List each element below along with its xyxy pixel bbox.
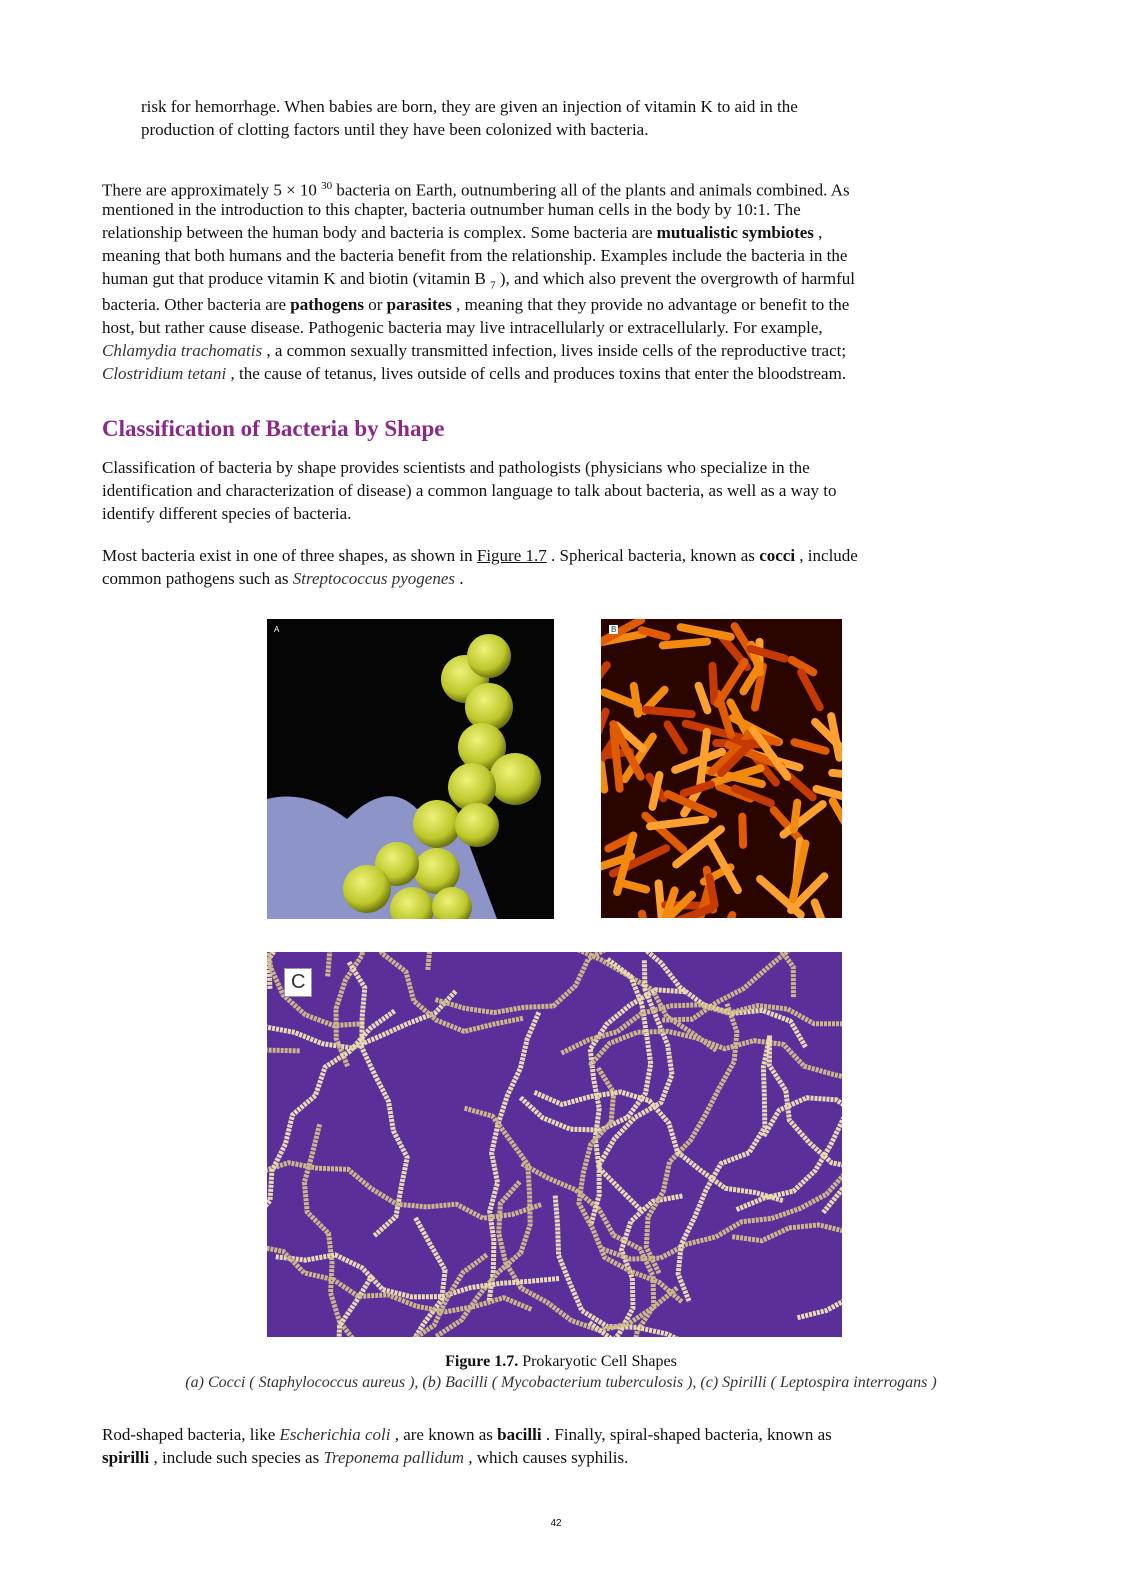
bacillus-rod <box>794 742 825 751</box>
text-run: , a common sexually transmitted infection, lives inside cells of the reproductive tract; <box>262 341 847 360</box>
bacillus-rod <box>663 642 707 646</box>
text-line <box>102 456 836 479</box>
bacillus-rod <box>642 914 648 918</box>
bacillus-rod <box>718 662 745 704</box>
bacillus-rod <box>650 819 705 826</box>
bacillus-rod <box>713 666 715 702</box>
text-run: 30 <box>321 180 333 192</box>
text-run: spirilli <box>102 1448 150 1467</box>
text-run: , are known as <box>390 1425 498 1444</box>
figure-label-a: A <box>274 625 280 634</box>
spirillum-strand <box>389 1218 445 1337</box>
bacillus-rod <box>681 627 731 637</box>
paragraph-rod-spiral <box>102 1423 832 1469</box>
text-run: or <box>363 295 387 314</box>
spirillum-strand <box>534 1092 783 1201</box>
text-run: , include <box>795 546 858 565</box>
bacillus-rod <box>601 665 607 704</box>
spirillum-strand <box>321 952 431 970</box>
caption-subtitle: (a) Cocci ( Staphylococcus aureus ), (b) Bacilli ( Mycobacterium tuberculosis ), (c) Spirilli ( Leptospira interrogans ) <box>185 1374 937 1391</box>
bacillus-rod <box>815 902 836 918</box>
text-line <box>102 221 855 244</box>
spirilli-illustration <box>267 952 842 1337</box>
text-run: production of clotting factors until they have been colonized with bacteria. <box>141 120 649 139</box>
text-line <box>102 339 855 362</box>
caption-title: Prokaryotic Cell Shapes <box>518 1353 677 1370</box>
bacillus-rod <box>833 801 842 833</box>
text-line <box>102 479 836 502</box>
text-run: bacilli <box>497 1425 542 1444</box>
spirillum-strand <box>797 1295 842 1338</box>
text-run: Most bacteria exist in one of three shapes, as shown in <box>102 546 477 565</box>
bacillus-rod <box>710 915 732 918</box>
text-run: 7 <box>490 279 496 292</box>
bacillus-rod <box>668 724 684 750</box>
text-run: , the cause of tetanus, lives outside of cells and produces toxins that enter the bloodstream. <box>226 364 847 383</box>
text-line <box>102 293 855 316</box>
text-line <box>102 544 858 567</box>
spirillum-strand <box>590 990 685 1211</box>
bacillus-rod <box>783 804 822 834</box>
text-run: bacteria. Other bacteria are <box>102 295 291 314</box>
section-heading: Classification of Bacteria by Shape <box>102 416 445 441</box>
text-line <box>102 1446 832 1469</box>
text-run: , which causes syphilis. <box>464 1448 629 1467</box>
text-run: Clostridium tetani <box>102 364 227 383</box>
text-run: mutualistic symbiotes <box>656 223 814 242</box>
text-run: ), and which also prevent the overgrowth of harmful <box>495 269 856 288</box>
spirillum-strand <box>823 952 842 1213</box>
text-run: Escherichia coli <box>279 1425 391 1444</box>
caption-label: Figure 1.7. <box>445 1353 519 1370</box>
text-run: There are approximately 5 × 10 <box>102 180 322 200</box>
text-run: pathogens <box>290 295 364 314</box>
figure-image-cocci <box>267 619 554 919</box>
text-run: . Finally, spiral-shaped bacteria, known as <box>541 1425 832 1444</box>
bacillus-rod <box>832 773 842 777</box>
paragraph-vitamin-k <box>141 95 798 141</box>
text-run: human gut that produce vitamin K and biotin (vitamin B <box>102 269 491 288</box>
bacillus-rod <box>646 710 692 714</box>
text-run: Streptococcus pyogenes <box>292 569 455 588</box>
text-line <box>102 1423 832 1446</box>
spirillum-strand <box>304 1124 370 1337</box>
spirillum-strand <box>590 1031 842 1081</box>
text-run: Rod-shaped bacteria, like <box>102 1425 280 1444</box>
text-run: risk for hemorrhage. When babies are born, they are given an injection of vitamin K to aid in the <box>141 97 798 116</box>
bacillus-rod <box>601 765 604 790</box>
bacillus-rod <box>601 712 606 737</box>
text-run: identify different species of bacteria. <box>102 504 352 523</box>
paragraph-classification <box>102 456 836 525</box>
bacillus-rod <box>699 686 708 711</box>
figure-caption <box>0 1351 1122 1393</box>
text-run: cocci <box>759 546 796 565</box>
paragraph-bacteria-count <box>102 175 855 385</box>
bacillus-rod <box>801 672 820 707</box>
text-run: host, but rather cause disease. Pathogenic bacteria may live intracellularly or extracellularly. For example, <box>102 318 823 337</box>
page-number: 42 <box>550 1518 562 1529</box>
figure-image-spirilli <box>267 952 842 1337</box>
spirillum-strand <box>773 952 842 997</box>
text-line <box>141 95 798 118</box>
spirillum-strand <box>520 959 650 1131</box>
bacilli-illustration <box>601 619 842 918</box>
figure-image-bacilli <box>601 619 842 918</box>
figure-label-c: C <box>284 968 312 997</box>
text-run: common pathogens such as <box>102 569 293 588</box>
text-run: bacteria on Earth, outnumbering all of the plants and animals combined. As <box>332 180 850 200</box>
text-run: identification and characterization of disease) a common language to talk about bacteria, as well as a way to <box>102 481 837 500</box>
text-run: Treponema pallidum <box>323 1448 465 1467</box>
text-line <box>141 118 798 141</box>
text-run: meaning that both humans and the bacteria benefit from the relationship. Examples include the bacteria in the <box>102 246 848 265</box>
figure-label-b: B <box>611 625 617 634</box>
figure-link[interactable]: Figure 1.7 <box>476 546 547 565</box>
bacillus-rod <box>659 883 662 916</box>
text-run: Classification of bacteria by shape provides scientists and pathologists (physicians who specialize in the <box>102 458 810 477</box>
text-line <box>102 362 855 385</box>
text-line <box>102 175 855 198</box>
text-line <box>102 316 855 339</box>
bacillus-rod <box>742 817 743 845</box>
cocci-illustration <box>267 619 554 919</box>
text-run: , <box>813 223 823 242</box>
text-run: parasites <box>386 295 452 314</box>
spirillum-strand <box>348 952 523 1031</box>
text-run: . Spherical bacteria, known as <box>546 546 760 565</box>
text-line <box>102 244 855 267</box>
bacillus-rod <box>709 877 714 905</box>
spirillum-strand <box>267 1275 372 1337</box>
bacillus-rod <box>684 784 711 793</box>
text-run: relationship between the human body and bacteria is complex. Some bacteria are <box>102 223 657 242</box>
text-line <box>102 198 855 221</box>
bacillus-rod <box>816 789 842 797</box>
text-line <box>102 567 858 590</box>
spirillum-strand <box>267 1026 300 1153</box>
text-run: , meaning that they provide no advantage or benefit to the <box>451 295 850 314</box>
text-run: Chlamydia trachomatis <box>102 341 263 360</box>
text-line <box>102 267 855 290</box>
text-run: mentioned in the introduction to this chapter, bacteria outnumber human cells in the body by 10:1. The <box>102 200 801 219</box>
text-run: , include such species as <box>149 1448 324 1467</box>
bacillus-rod <box>794 803 797 830</box>
spirillum-strand <box>737 1063 842 1210</box>
paragraph-three-shapes <box>102 544 858 590</box>
text-run: . <box>454 569 464 588</box>
text-line <box>102 502 836 525</box>
